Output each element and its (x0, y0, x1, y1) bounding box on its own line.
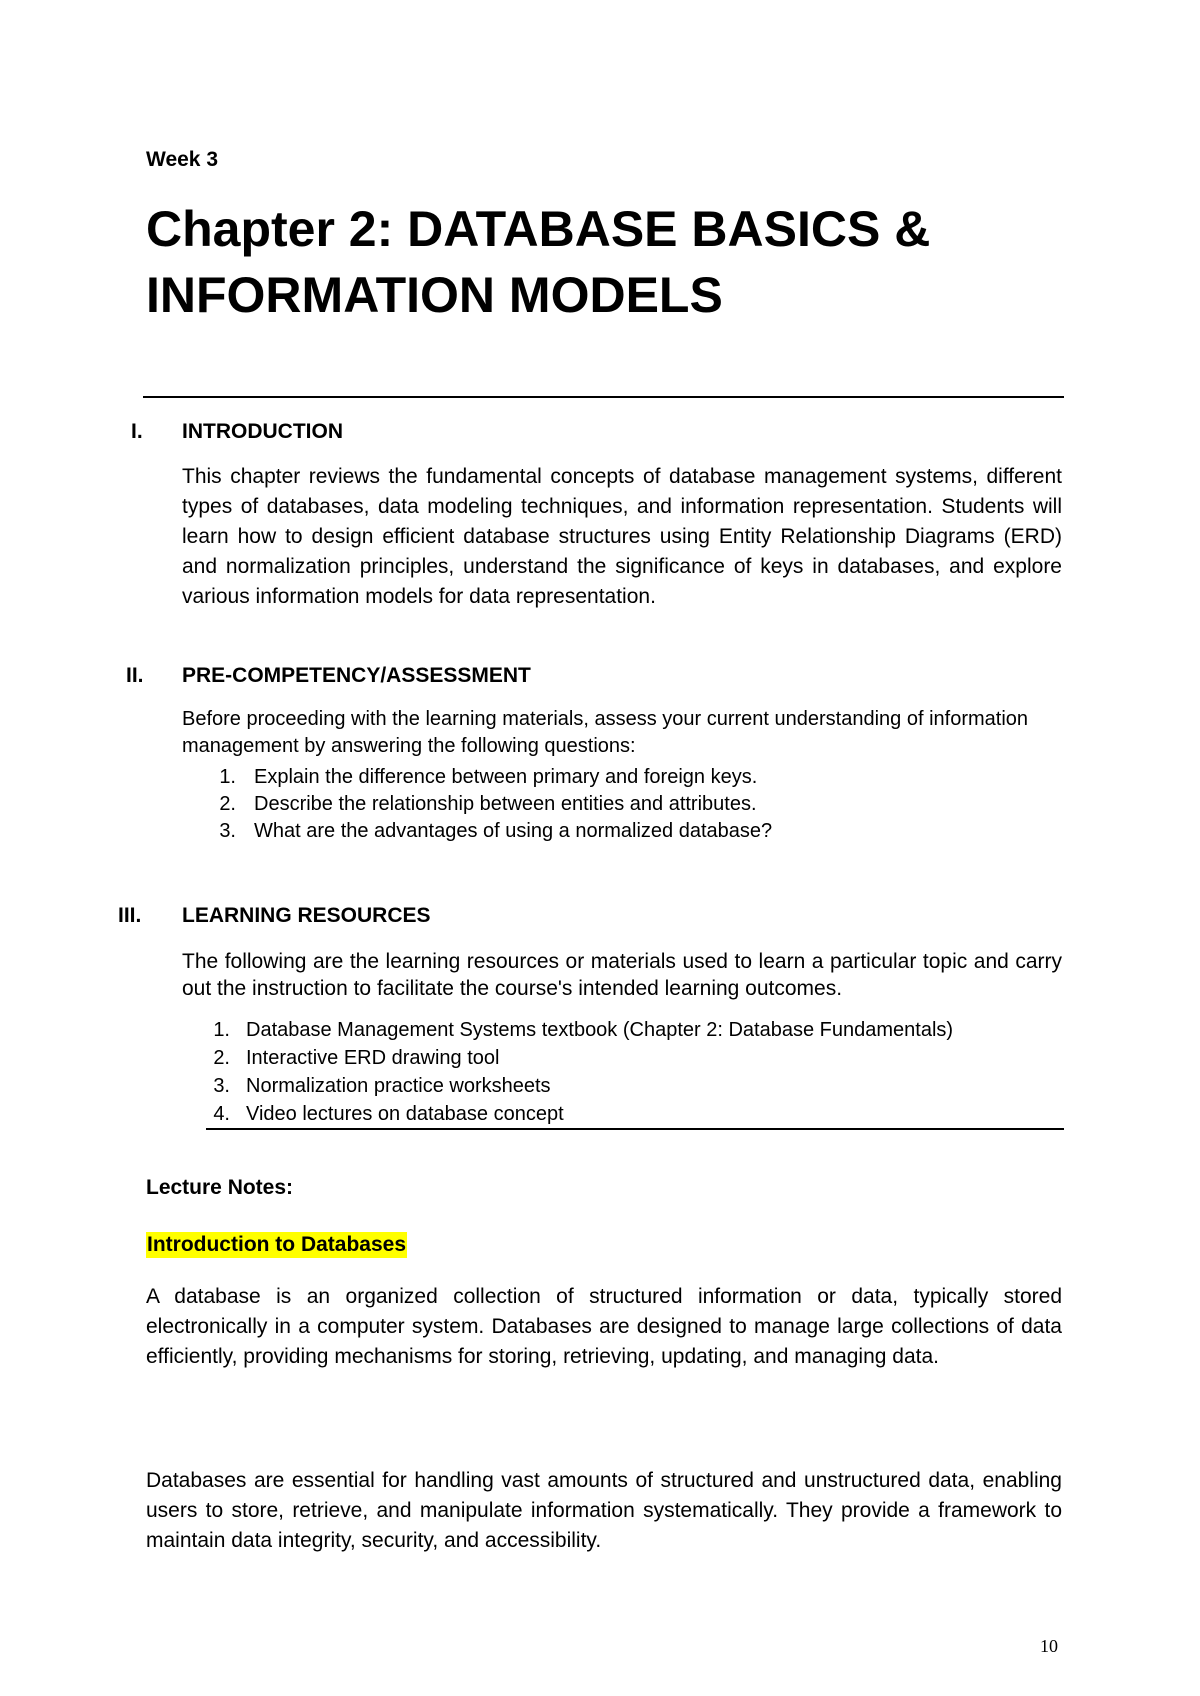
section-number-2: II. (126, 664, 144, 687)
assessment-question-list (182, 764, 1062, 845)
list-item-number: 3. (213, 1075, 230, 1097)
title-divider (143, 396, 1064, 398)
list-item-number: 3. (219, 820, 236, 842)
list-item-number: 1. (213, 1019, 230, 1041)
list-item-text: Describe the relationship between entities and attributes. (254, 793, 757, 815)
list-item-number: 2. (219, 793, 236, 815)
section-title-pre-competency: PRE-COMPETENCY/ASSESSMENT (182, 664, 531, 687)
resources-divider (206, 1128, 1064, 1130)
list-item (182, 791, 1062, 818)
list-item-text: What are the advantages of using a normalized database? (254, 820, 773, 842)
learning-resources-list (182, 1016, 1062, 1128)
lecture-paragraph-2: Databases are essential for handling vast amounts of structured and unstructured data, enabling users to store, retrieve, and manipulate information systematically. They provide a framework to maintain data integrity, security, and accessibility. (146, 1469, 1062, 1552)
list-item (182, 818, 1062, 845)
list-item-text: Normalization practice worksheets (246, 1075, 551, 1097)
list-item (182, 1016, 1062, 1044)
lecture-paragraph-1: A database is an organized collection of structured information or data, typically stored electronically in a computer system. Databases are designed to manage large collections of data efficiently, providing mechanisms for storing, retrieving, updating, and managing data. (146, 1285, 1062, 1368)
page-number: 10 (1040, 1636, 1058, 1656)
list-item (182, 1100, 1062, 1128)
introduction-paragraph: This chapter reviews the fundamental concepts of database management systems, different types of databases, data modeling techniques, and information representation. Students will learn how to design efficient database structures using Entity Relationship Diagrams (ERD) and normalization principles, understand the significance of keys in databases, and explore various information models for data representation. (182, 465, 1062, 608)
learning-resources-paragraph: The following are the learning resources or materials used to learn a particular topic and carry out the instruction to facilitate the course's intended learning outcomes. (182, 950, 1062, 1000)
section-number-1: I. (131, 420, 143, 443)
assessment-paragraph: Before proceeding with the learning materials, assess your current understanding of information management by answering the following questions: (182, 708, 1029, 757)
section-title-learning-resources: LEARNING RESOURCES (182, 904, 431, 927)
section-title-introduction: INTRODUCTION (182, 420, 343, 443)
list-item-text: Database Management Systems textbook (Chapter 2: Database Fundamentals) (246, 1019, 954, 1041)
section-number-3: III. (118, 904, 142, 927)
list-item-number: 4. (213, 1103, 230, 1125)
week-label: Week 3 (146, 148, 218, 171)
list-item (182, 1072, 1062, 1100)
list-item-text: Video lectures on database concept (246, 1103, 564, 1125)
lecture-notes-label: Lecture Notes: (146, 1176, 294, 1199)
list-item-number: 1. (219, 766, 236, 788)
chapter-title: Chapter 2: DATABASE BASICS & INFORMATION MODELS (146, 201, 931, 323)
list-item-text: Interactive ERD drawing tool (246, 1047, 500, 1069)
list-item (182, 764, 1062, 791)
lecture-heading-highlighted: Introduction to Databases (147, 1233, 407, 1256)
list-item-number: 2. (213, 1047, 230, 1069)
list-item-text: Explain the difference between primary and foreign keys. (254, 766, 758, 788)
list-item (182, 1044, 1062, 1072)
